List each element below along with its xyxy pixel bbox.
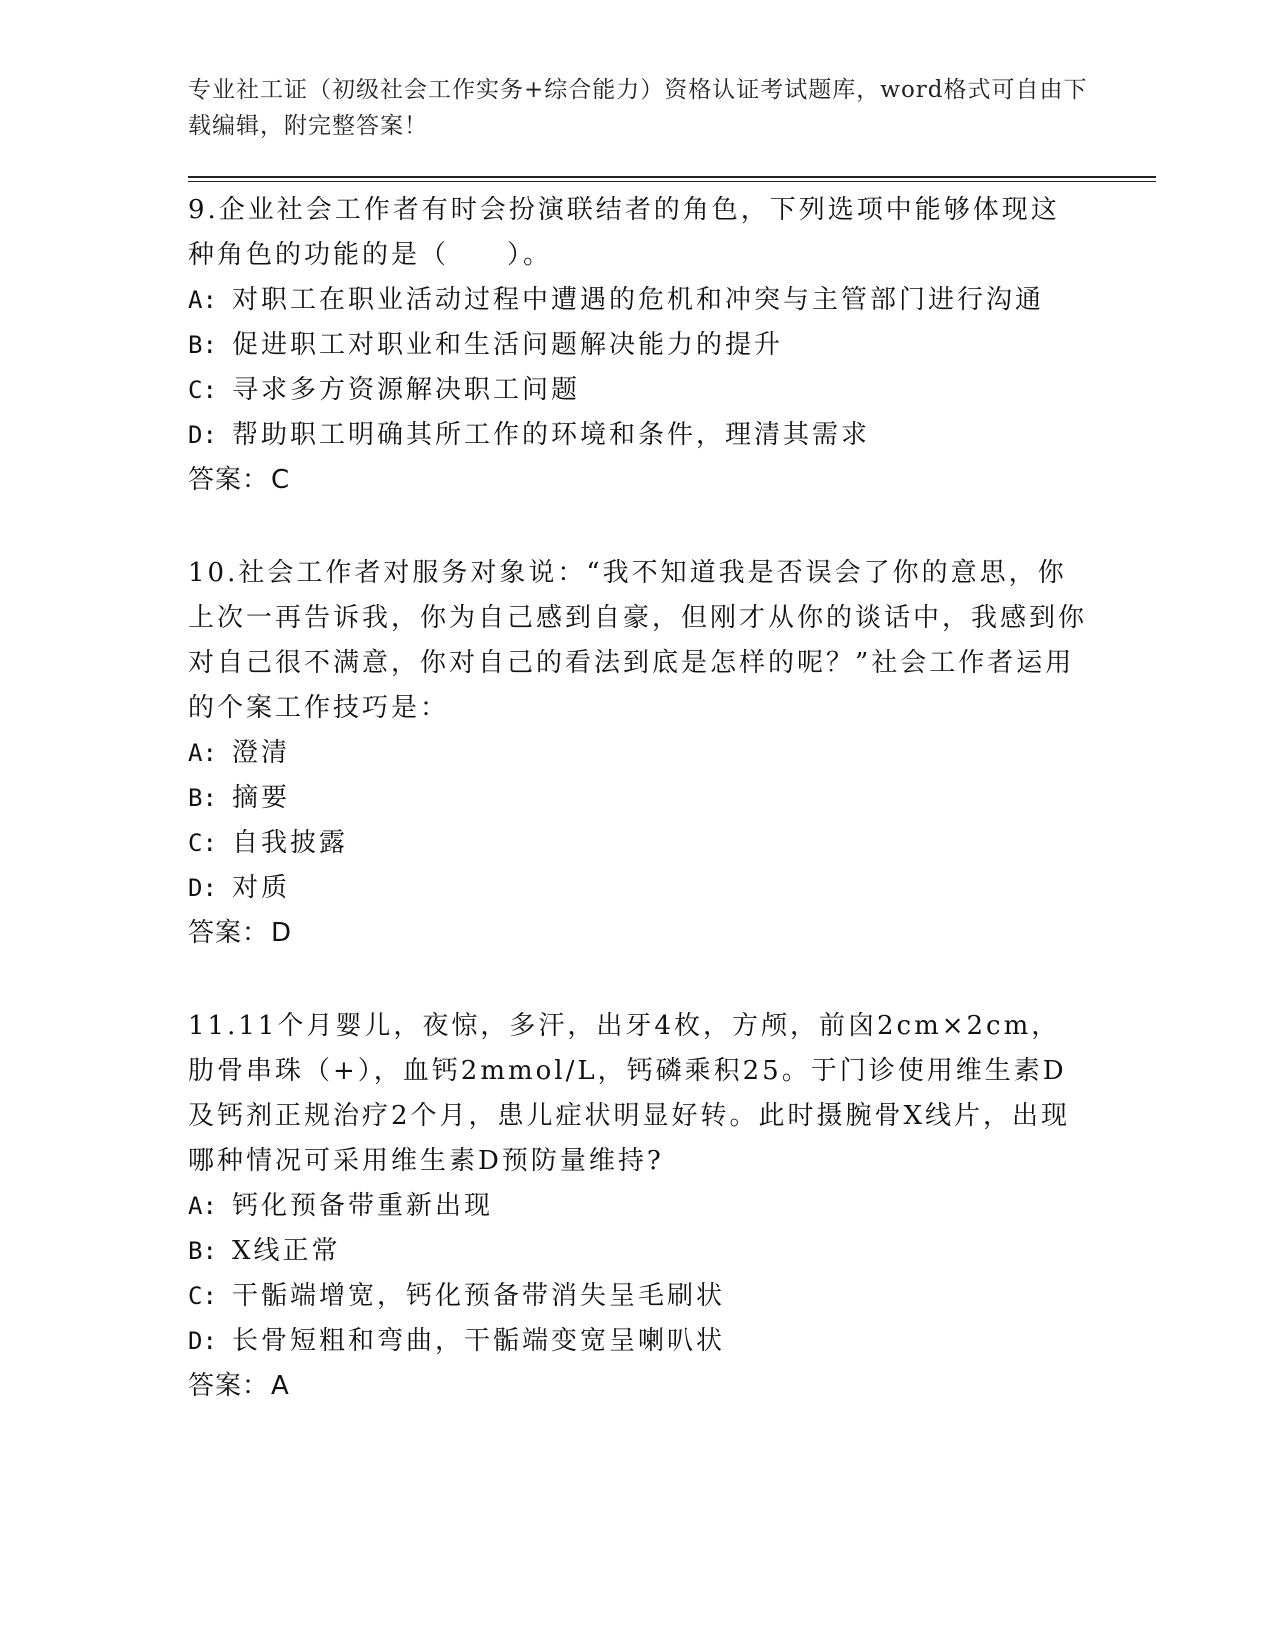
option-letter: D:	[188, 874, 217, 902]
option-letter: A:	[188, 739, 217, 767]
option-letter: B:	[188, 331, 217, 359]
option-c	[188, 368, 1088, 413]
option-text: 澄清	[232, 738, 291, 768]
answer-line	[188, 911, 1088, 956]
option-text: 钙化预备带重新出现	[232, 1191, 494, 1221]
answer-line	[188, 1364, 1088, 1409]
question-block	[188, 551, 1088, 956]
answer-label: 答案：	[188, 1371, 270, 1401]
question-block	[188, 188, 1088, 503]
option-a	[188, 278, 1088, 323]
question-stem: 9.企业社会工作者有时会扮演联结者的角色，下列选项中能够体现这种角色的功能的是（ ）。	[188, 195, 1060, 270]
answer-value: D	[271, 918, 293, 948]
question-stem: 10.社会工作者对服务对象说：“我不知道我是否误会了你的意思，你上次一再告诉我，你为自己感到自豪，但刚才从你的谈话中，我感到你对自己很不满意，你对自己的看法到底是怎样的呢？”社会工作者运用的个案工作技巧是：	[188, 558, 1088, 723]
document-header: 专业社工证（初级社会工作实务+综合能力）资格认证考试题库，word格式可自由下载编辑，附完整答案！	[188, 77, 1088, 139]
option-text: 帮助职工明确其所工作的环境和条件，理清其需求	[232, 420, 871, 450]
answer-label: 答案：	[188, 918, 270, 948]
option-text: 对职工在职业活动过程中遭遇的危机和冲突与主管部门进行沟通	[232, 285, 1045, 315]
option-letter: B:	[188, 1237, 217, 1265]
answer-value: A	[271, 1371, 290, 1401]
option-d	[188, 866, 1088, 911]
option-letter: D:	[188, 1327, 217, 1355]
option-text: 对质	[232, 873, 291, 903]
option-d	[188, 1319, 1088, 1364]
option-text: 寻求多方资源解决职工问题	[232, 375, 581, 405]
option-b	[188, 323, 1088, 368]
option-text: 促进职工对职业和生活问题解决能力的提升	[232, 330, 784, 360]
option-text: X线正常	[232, 1236, 341, 1266]
answer-line	[188, 458, 1088, 503]
answer-value: C	[271, 465, 291, 495]
option-letter: D:	[188, 421, 217, 449]
option-b	[188, 1229, 1088, 1274]
answer-label: 答案：	[188, 465, 270, 495]
option-text: 长骨短粗和弯曲，干骺端变宽呈喇叭状	[232, 1326, 726, 1356]
option-text: 摘要	[232, 783, 291, 813]
option-letter: C:	[188, 1282, 217, 1310]
option-b	[188, 776, 1088, 821]
option-letter: C:	[188, 829, 217, 857]
header-divider	[188, 176, 1156, 178]
option-text: 干骺端增宽，钙化预备带消失呈毛刷状	[232, 1281, 726, 1311]
question-block	[188, 1004, 1088, 1409]
option-a	[188, 731, 1088, 776]
option-text: 自我披露	[232, 828, 349, 858]
option-letter: A:	[188, 1192, 217, 1220]
header-divider-thin	[188, 181, 1156, 182]
option-c	[188, 821, 1088, 866]
option-c	[188, 1274, 1088, 1319]
option-d	[188, 413, 1088, 458]
option-letter: C:	[188, 376, 217, 404]
option-letter: A:	[188, 286, 217, 314]
option-a	[188, 1184, 1088, 1229]
question-stem: 11.11个月婴儿，夜惊，多汗，出牙4枚，方颅，前囟2cm×2cm，肋骨串珠（+），血钙2mmol/L，钙磷乘积25。于门诊使用维生素D及钙剂正规治疗2个月，患儿症状明显好转。此时摄腕骨X线片，出现哪种情况可采用维生素D预防量维持?	[188, 1011, 1071, 1176]
option-letter: B:	[188, 784, 217, 812]
